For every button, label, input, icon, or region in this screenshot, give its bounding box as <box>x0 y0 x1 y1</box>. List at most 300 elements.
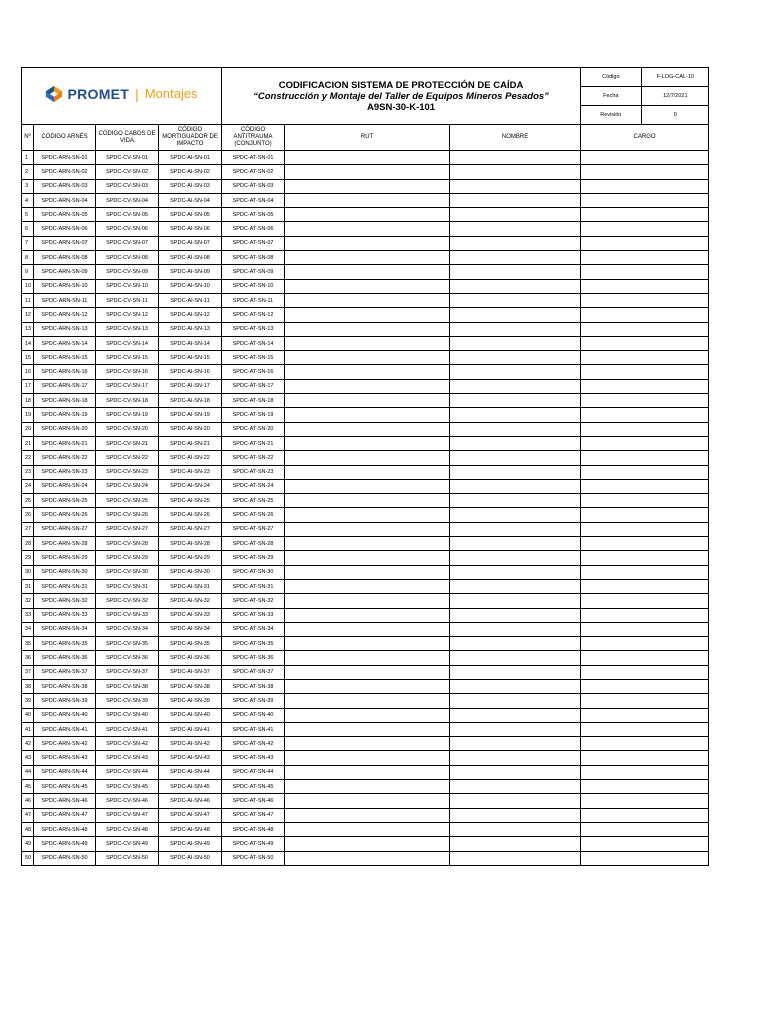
table-row <box>22 508 709 522</box>
name-cell <box>450 822 581 836</box>
harness-code: SPDC-ARN-SN-12 <box>34 308 96 322</box>
lanyard-code: SPDC-CV-SN-24 <box>96 479 159 493</box>
harness-code: SPDC-ARN-SN-38 <box>34 679 96 693</box>
position-cell <box>581 637 709 651</box>
name-cell <box>450 737 581 751</box>
col-header-harness: CÓDIGO ARNÉS <box>34 125 96 151</box>
col-header-shock-absorber: CÓDIGO MORTIGUADOR DE IMPACTO <box>159 125 222 151</box>
name-cell <box>450 651 581 665</box>
name-cell <box>450 451 581 465</box>
harness-code: SPDC-ARN-SN-03 <box>34 179 96 193</box>
anti-trauma-code: SPDC-AT-SN-11 <box>222 293 285 307</box>
position-cell <box>581 808 709 822</box>
table-row <box>22 708 709 722</box>
position-cell <box>581 537 709 551</box>
name-cell <box>450 251 581 265</box>
table-row <box>22 351 709 365</box>
rut-cell <box>285 251 450 265</box>
lanyard-code: SPDC-CV-SN-36 <box>96 651 159 665</box>
name-cell <box>450 694 581 708</box>
position-cell <box>581 594 709 608</box>
rut-cell <box>285 622 450 636</box>
row-number: 34 <box>22 622 34 636</box>
row-number: 7 <box>22 236 34 250</box>
rut-cell <box>285 537 450 551</box>
anti-trauma-code: SPDC-AT-SN-10 <box>222 279 285 293</box>
anti-trauma-code: SPDC-AT-SN-01 <box>222 151 285 165</box>
position-cell <box>581 265 709 279</box>
lanyard-code: SPDC-CV-SN-09 <box>96 265 159 279</box>
row-number: 20 <box>22 422 34 436</box>
lanyard-code: SPDC-CV-SN-14 <box>96 336 159 350</box>
rut-cell <box>285 694 450 708</box>
shock-absorber-code: SPDC-AI-SN-29 <box>159 551 222 565</box>
table-row <box>22 679 709 693</box>
table-row <box>22 851 709 865</box>
name-cell <box>450 679 581 693</box>
rut-cell <box>285 279 450 293</box>
table-row <box>22 365 709 379</box>
anti-trauma-code: SPDC-AT-SN-20 <box>222 422 285 436</box>
table-row <box>22 265 709 279</box>
row-number: 37 <box>22 665 34 679</box>
table-row <box>22 193 709 207</box>
lanyard-code: SPDC-CV-SN-43 <box>96 751 159 765</box>
lanyard-code: SPDC-CV-SN-23 <box>96 465 159 479</box>
position-cell <box>581 822 709 836</box>
shock-absorber-code: SPDC-AI-SN-11 <box>159 293 222 307</box>
rut-cell <box>285 151 450 165</box>
lanyard-code: SPDC-CV-SN-18 <box>96 394 159 408</box>
col-header-lanyard: CÓDIGO CABOS DE VIDA <box>96 125 159 151</box>
anti-trauma-code: SPDC-AT-SN-23 <box>222 465 285 479</box>
anti-trauma-code: SPDC-AT-SN-30 <box>222 565 285 579</box>
shock-absorber-code: SPDC-AI-SN-23 <box>159 465 222 479</box>
anti-trauma-code: SPDC-AT-SN-29 <box>222 551 285 565</box>
harness-code: SPDC-ARN-SN-31 <box>34 579 96 593</box>
position-cell <box>581 794 709 808</box>
row-number: 10 <box>22 279 34 293</box>
anti-trauma-code: SPDC-AT-SN-49 <box>222 837 285 851</box>
row-number: 12 <box>22 308 34 322</box>
lanyard-code: SPDC-CV-SN-34 <box>96 622 159 636</box>
harness-code: SPDC-ARN-SN-47 <box>34 808 96 822</box>
table-row <box>22 422 709 436</box>
row-number: 48 <box>22 822 34 836</box>
lanyard-code: SPDC-CV-SN-12 <box>96 308 159 322</box>
shock-absorber-code: SPDC-AI-SN-07 <box>159 236 222 250</box>
position-cell <box>581 394 709 408</box>
harness-code: SPDC-ARN-SN-24 <box>34 479 96 493</box>
table-row <box>22 308 709 322</box>
lanyard-code: SPDC-CV-SN-22 <box>96 451 159 465</box>
row-number: 38 <box>22 679 34 693</box>
meta-label-revision: Revisión <box>581 106 641 125</box>
harness-code: SPDC-ARN-SN-34 <box>34 622 96 636</box>
lanyard-code: SPDC-CV-SN-32 <box>96 594 159 608</box>
table-row <box>22 579 709 593</box>
rut-cell <box>285 494 450 508</box>
name-cell <box>450 837 581 851</box>
row-number: 11 <box>22 293 34 307</box>
table-row <box>22 565 709 579</box>
name-cell <box>450 780 581 794</box>
row-number: 1 <box>22 151 34 165</box>
harness-code: SPDC-ARN-SN-05 <box>34 208 96 222</box>
shock-absorber-code: SPDC-AI-SN-49 <box>159 837 222 851</box>
position-cell <box>581 551 709 565</box>
shock-absorber-code: SPDC-AI-SN-41 <box>159 722 222 736</box>
harness-code: SPDC-ARN-SN-42 <box>34 737 96 751</box>
table-row <box>22 594 709 608</box>
rut-cell <box>285 208 450 222</box>
shock-absorber-code: SPDC-AI-SN-44 <box>159 765 222 779</box>
anti-trauma-code: SPDC-AT-SN-14 <box>222 336 285 350</box>
position-cell <box>581 737 709 751</box>
row-number: 39 <box>22 694 34 708</box>
anti-trauma-code: SPDC-AT-SN-04 <box>222 193 285 207</box>
promet-logo-icon <box>45 85 63 103</box>
harness-code: SPDC-ARN-SN-26 <box>34 508 96 522</box>
row-number: 21 <box>22 436 34 450</box>
shock-absorber-code: SPDC-AI-SN-45 <box>159 780 222 794</box>
rut-cell <box>285 394 450 408</box>
name-cell <box>450 537 581 551</box>
rut-cell <box>285 679 450 693</box>
row-number: 15 <box>22 351 34 365</box>
table-row <box>22 751 709 765</box>
shock-absorber-code: SPDC-AI-SN-43 <box>159 751 222 765</box>
harness-code: SPDC-ARN-SN-50 <box>34 851 96 865</box>
rut-cell <box>285 737 450 751</box>
lanyard-code: SPDC-CV-SN-25 <box>96 494 159 508</box>
lanyard-code: SPDC-CV-SN-46 <box>96 794 159 808</box>
anti-trauma-code: SPDC-AT-SN-13 <box>222 322 285 336</box>
rut-cell <box>285 165 450 179</box>
table-row <box>22 822 709 836</box>
rut-cell <box>285 479 450 493</box>
row-number: 6 <box>22 222 34 236</box>
rut-cell <box>285 465 450 479</box>
shock-absorber-code: SPDC-AI-SN-33 <box>159 608 222 622</box>
rut-cell <box>285 637 450 651</box>
table-row <box>22 765 709 779</box>
rut-cell <box>285 336 450 350</box>
row-number: 36 <box>22 651 34 665</box>
rut-cell <box>285 293 450 307</box>
position-cell <box>581 451 709 465</box>
name-cell <box>450 851 581 865</box>
row-number: 28 <box>22 537 34 551</box>
table-row <box>22 651 709 665</box>
logo-separator: | <box>135 85 139 102</box>
row-number: 27 <box>22 522 34 536</box>
rut-cell <box>285 308 450 322</box>
anti-trauma-code: SPDC-AT-SN-22 <box>222 451 285 465</box>
lanyard-code: SPDC-CV-SN-27 <box>96 522 159 536</box>
shock-absorber-code: SPDC-AI-SN-01 <box>159 151 222 165</box>
name-cell <box>450 422 581 436</box>
rut-cell <box>285 522 450 536</box>
row-number: 44 <box>22 765 34 779</box>
shock-absorber-code: SPDC-AI-SN-19 <box>159 408 222 422</box>
name-cell <box>450 293 581 307</box>
harness-code: SPDC-ARN-SN-35 <box>34 637 96 651</box>
shock-absorber-code: SPDC-AI-SN-22 <box>159 451 222 465</box>
anti-trauma-code: SPDC-AT-SN-32 <box>222 594 285 608</box>
name-cell <box>450 794 581 808</box>
lanyard-code: SPDC-CV-SN-19 <box>96 408 159 422</box>
lanyard-code: SPDC-CV-SN-38 <box>96 679 159 693</box>
rut-cell <box>285 808 450 822</box>
shock-absorber-code: SPDC-AI-SN-28 <box>159 537 222 551</box>
name-cell <box>450 208 581 222</box>
lanyard-code: SPDC-CV-SN-37 <box>96 665 159 679</box>
rut-cell <box>285 565 450 579</box>
anti-trauma-code: SPDC-AT-SN-35 <box>222 637 285 651</box>
rut-cell <box>285 193 450 207</box>
rut-cell <box>285 551 450 565</box>
table-row <box>22 737 709 751</box>
lanyard-code: SPDC-CV-SN-41 <box>96 722 159 736</box>
shock-absorber-code: SPDC-AI-SN-03 <box>159 179 222 193</box>
anti-trauma-code: SPDC-AT-SN-36 <box>222 651 285 665</box>
table-row <box>22 179 709 193</box>
anti-trauma-code: SPDC-AT-SN-38 <box>222 679 285 693</box>
position-cell <box>581 837 709 851</box>
rut-cell <box>285 780 450 794</box>
position-cell <box>581 436 709 450</box>
table-row <box>22 479 709 493</box>
position-cell <box>581 408 709 422</box>
lanyard-code: SPDC-CV-SN-33 <box>96 608 159 622</box>
table-row <box>22 780 709 794</box>
column-header-row <box>22 125 709 151</box>
project-code: A9SN-30-K-101 <box>366 101 436 113</box>
rut-cell <box>285 594 450 608</box>
table-row <box>22 465 709 479</box>
position-cell <box>581 622 709 636</box>
anti-trauma-code: SPDC-AT-SN-18 <box>222 394 285 408</box>
row-number: 24 <box>22 479 34 493</box>
lanyard-code: SPDC-CV-SN-48 <box>96 822 159 836</box>
table-row <box>22 551 709 565</box>
table-row <box>22 222 709 236</box>
anti-trauma-code: SPDC-AT-SN-27 <box>222 522 285 536</box>
lanyard-code: SPDC-CV-SN-15 <box>96 351 159 365</box>
row-number: 4 <box>22 193 34 207</box>
name-cell <box>450 808 581 822</box>
rut-cell <box>285 422 450 436</box>
row-number: 50 <box>22 851 34 865</box>
name-cell <box>450 322 581 336</box>
rut-cell <box>285 651 450 665</box>
position-cell <box>581 722 709 736</box>
position-cell <box>581 765 709 779</box>
anti-trauma-code: SPDC-AT-SN-43 <box>222 751 285 765</box>
lanyard-code: SPDC-CV-SN-31 <box>96 579 159 593</box>
shock-absorber-code: SPDC-AI-SN-25 <box>159 494 222 508</box>
shock-absorber-code: SPDC-AI-SN-30 <box>159 565 222 579</box>
anti-trauma-code: SPDC-AT-SN-21 <box>222 436 285 450</box>
harness-code: SPDC-ARN-SN-30 <box>34 565 96 579</box>
name-cell <box>450 594 581 608</box>
shock-absorber-code: SPDC-AI-SN-39 <box>159 694 222 708</box>
lanyard-code: SPDC-CV-SN-47 <box>96 808 159 822</box>
name-cell <box>450 265 581 279</box>
harness-code: SPDC-ARN-SN-43 <box>34 751 96 765</box>
lanyard-code: SPDC-CV-SN-50 <box>96 851 159 865</box>
shock-absorber-code: SPDC-AI-SN-06 <box>159 222 222 236</box>
anti-trauma-code: SPDC-AT-SN-48 <box>222 822 285 836</box>
row-number: 45 <box>22 780 34 794</box>
rut-cell <box>285 837 450 851</box>
table-row <box>22 837 709 851</box>
anti-trauma-code: SPDC-AT-SN-15 <box>222 351 285 365</box>
position-cell <box>581 422 709 436</box>
table-row <box>22 408 709 422</box>
lanyard-code: SPDC-CV-SN-45 <box>96 780 159 794</box>
position-cell <box>581 508 709 522</box>
shock-absorber-code: SPDC-AI-SN-09 <box>159 265 222 279</box>
table-row <box>22 537 709 551</box>
lanyard-code: SPDC-CV-SN-08 <box>96 251 159 265</box>
rut-cell <box>285 794 450 808</box>
rut-cell <box>285 508 450 522</box>
position-cell <box>581 308 709 322</box>
table-row <box>22 665 709 679</box>
name-cell <box>450 708 581 722</box>
table-row <box>22 436 709 450</box>
name-cell <box>450 336 581 350</box>
lanyard-code: SPDC-CV-SN-42 <box>96 737 159 751</box>
shock-absorber-code: SPDC-AI-SN-13 <box>159 322 222 336</box>
lanyard-code: SPDC-CV-SN-21 <box>96 436 159 450</box>
meta-table <box>581 68 709 124</box>
harness-code: SPDC-ARN-SN-22 <box>34 451 96 465</box>
harness-code: SPDC-ARN-SN-13 <box>34 322 96 336</box>
col-header-position: CARGO <box>581 125 709 151</box>
table-row <box>22 236 709 250</box>
row-number: 8 <box>22 251 34 265</box>
anti-trauma-code: SPDC-AT-SN-39 <box>222 694 285 708</box>
lanyard-code: SPDC-CV-SN-29 <box>96 551 159 565</box>
rut-cell <box>285 579 450 593</box>
col-header-anti-trauma: CÓDIGO ANTITRAUMA (CONJUNTO) <box>222 125 285 151</box>
anti-trauma-code: SPDC-AT-SN-06 <box>222 222 285 236</box>
position-cell <box>581 193 709 207</box>
lanyard-code: SPDC-CV-SN-16 <box>96 365 159 379</box>
document-title: CODIFICACION SISTEMA DE PROTECCIÓN DE CAÍDA <box>278 79 524 91</box>
anti-trauma-code: SPDC-AT-SN-07 <box>222 236 285 250</box>
division-name: Montajes <box>144 86 198 101</box>
shock-absorber-code: SPDC-AI-SN-16 <box>159 365 222 379</box>
harness-code: SPDC-ARN-SN-23 <box>34 465 96 479</box>
row-number: 35 <box>22 637 34 651</box>
rut-cell <box>285 851 450 865</box>
name-cell <box>450 351 581 365</box>
position-cell <box>581 251 709 265</box>
rut-cell <box>285 351 450 365</box>
col-header-name: NOMBRE <box>450 125 581 151</box>
row-number: 33 <box>22 608 34 622</box>
shock-absorber-code: SPDC-AI-SN-21 <box>159 436 222 450</box>
position-cell <box>581 379 709 393</box>
position-cell <box>581 851 709 865</box>
name-cell <box>450 722 581 736</box>
meta-label-date: Fecha <box>581 87 641 106</box>
harness-code: SPDC-ARN-SN-25 <box>34 494 96 508</box>
lanyard-code: SPDC-CV-SN-04 <box>96 193 159 207</box>
harness-code: SPDC-ARN-SN-09 <box>34 265 96 279</box>
name-cell <box>450 622 581 636</box>
position-cell <box>581 780 709 794</box>
rut-cell <box>285 751 450 765</box>
position-cell <box>581 651 709 665</box>
position-cell <box>581 236 709 250</box>
table-row <box>22 522 709 536</box>
lanyard-code: SPDC-CV-SN-40 <box>96 708 159 722</box>
project-title: “Construcción y Montaje del Taller de Equipos Mineros Pesados” <box>253 90 549 102</box>
row-number: 23 <box>22 465 34 479</box>
anti-trauma-code: SPDC-AT-SN-47 <box>222 808 285 822</box>
table-row <box>22 279 709 293</box>
title-cell <box>222 68 581 125</box>
name-cell <box>450 637 581 651</box>
harness-code: SPDC-ARN-SN-15 <box>34 351 96 365</box>
shock-absorber-code: SPDC-AI-SN-27 <box>159 522 222 536</box>
anti-trauma-code: SPDC-AT-SN-41 <box>222 722 285 736</box>
shock-absorber-code: SPDC-AI-SN-18 <box>159 394 222 408</box>
shock-absorber-code: SPDC-AI-SN-26 <box>159 508 222 522</box>
lanyard-code: SPDC-CV-SN-44 <box>96 765 159 779</box>
row-number: 31 <box>22 579 34 593</box>
table-row <box>22 451 709 465</box>
harness-code: SPDC-ARN-SN-10 <box>34 279 96 293</box>
harness-code: SPDC-ARN-SN-40 <box>34 708 96 722</box>
anti-trauma-code: SPDC-AT-SN-33 <box>222 608 285 622</box>
shock-absorber-code: SPDC-AI-SN-46 <box>159 794 222 808</box>
rut-cell <box>285 408 450 422</box>
harness-code: SPDC-ARN-SN-04 <box>34 193 96 207</box>
position-cell <box>581 179 709 193</box>
lanyard-code: SPDC-CV-SN-28 <box>96 537 159 551</box>
table-row <box>22 336 709 350</box>
position-cell <box>581 522 709 536</box>
shock-absorber-code: SPDC-AI-SN-24 <box>159 479 222 493</box>
lanyard-code: SPDC-CV-SN-01 <box>96 151 159 165</box>
lanyard-code: SPDC-CV-SN-02 <box>96 165 159 179</box>
anti-trauma-code: SPDC-AT-SN-05 <box>222 208 285 222</box>
lanyard-code: SPDC-CV-SN-17 <box>96 379 159 393</box>
row-number: 5 <box>22 208 34 222</box>
harness-code: SPDC-ARN-SN-17 <box>34 379 96 393</box>
harness-code: SPDC-ARN-SN-02 <box>34 165 96 179</box>
harness-code: SPDC-ARN-SN-14 <box>34 336 96 350</box>
harness-code: SPDC-ARN-SN-18 <box>34 394 96 408</box>
table-row <box>22 608 709 622</box>
row-number: 13 <box>22 322 34 336</box>
anti-trauma-code: SPDC-AT-SN-44 <box>222 765 285 779</box>
anti-trauma-code: SPDC-AT-SN-09 <box>222 265 285 279</box>
col-header-rut: RUT <box>285 125 450 151</box>
name-cell <box>450 751 581 765</box>
harness-code: SPDC-ARN-SN-16 <box>34 365 96 379</box>
shock-absorber-code: SPDC-AI-SN-12 <box>159 308 222 322</box>
anti-trauma-code: SPDC-AT-SN-50 <box>222 851 285 865</box>
harness-code: SPDC-ARN-SN-29 <box>34 551 96 565</box>
table-row <box>22 494 709 508</box>
